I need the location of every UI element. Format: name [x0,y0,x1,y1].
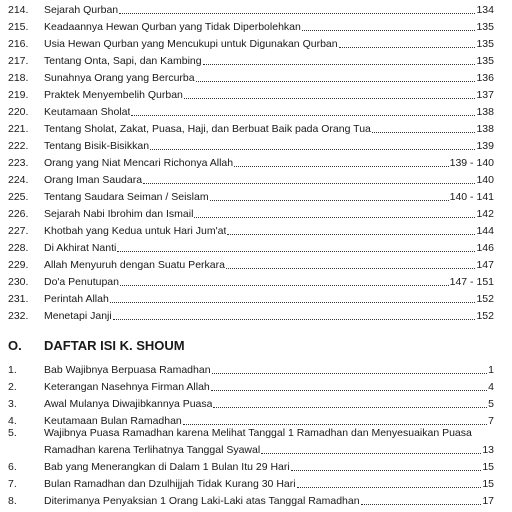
entry-number: 228. [8,242,29,254]
entry-page: 139 - 140 [449,157,494,169]
entry-number: 215. [8,21,29,33]
dot-leader [339,46,476,48]
entry-page: 1 [488,364,494,376]
section-title: DAFTAR ISI K. SHOUM [44,338,185,353]
entry-page: 135 [476,38,494,50]
dot-leader [210,199,449,201]
entry-number: 232. [8,310,29,322]
dot-leader [212,372,488,374]
toc-entry [8,170,494,187]
entry-page: 4 [488,381,494,393]
entry-title: Bulan Ramadhan dan Dzulhijjah Tidak Kurang 30 Hari [44,478,296,490]
entry-title: Keterangan Nasehnya Firman Allah [44,381,210,393]
dot-leader [227,233,475,235]
entry-page: 147 - 151 [449,276,494,288]
entry-page: 5 [488,398,494,410]
entry-title: Keutamaan Sholat [44,106,131,118]
entry-page: 139 [476,140,494,152]
entry-page: 138 [476,123,494,135]
entry-title: Tentang Sholat, Zakat, Puasa, Haji, dan Berbuat Baik pada Orang Tua [44,123,371,135]
entry-title: Praktek Menyembelih Qurban [44,89,183,101]
entry-number: 221. [8,123,29,135]
toc-entry [8,204,494,221]
toc-entry [8,187,494,204]
dot-leader [361,503,482,505]
toc-entry [8,0,494,17]
entry-number: 231. [8,293,29,305]
dot-leader [226,267,476,269]
entry-title: Khotbah yang Kedua untuk Hari Jum'at [44,225,227,237]
toc-entry [8,119,494,136]
entry-title: Orang Iman Saudara [44,174,143,186]
entry-title: Di Akhirat Nanti [44,242,117,254]
entry-number: 217. [8,55,29,67]
entry-title: Wajibnya Puasa Ramadhan karena Melihat Tanggal 1 Ramadhan dan Menyesuaikan Puasa [44,427,472,439]
section-entry [8,423,494,457]
entry-page: 147 [476,259,494,271]
dot-leader [372,131,476,133]
entry-number: 8. [8,495,17,507]
entry-page: 140 - 141 [449,191,494,203]
dot-leader [113,318,476,320]
entry-page: 136 [476,72,494,84]
dot-leader [194,216,475,218]
entry-number: 5. [8,427,17,439]
entry-page: 134 [476,4,494,16]
dot-leader [150,148,475,150]
toc-entry [8,153,494,170]
entry-title: Do'a Penutupan [44,276,119,288]
entry-title: Tentang Bisik-Bisikkan [44,140,150,152]
toc-entry [8,68,494,85]
entry-page: 137 [476,89,494,101]
entry-number: 218. [8,72,29,84]
entry-title: Sunahnya Orang yang Bercurba [44,72,195,84]
dot-leader [131,114,475,116]
entry-page: 140 [476,174,494,186]
section-entry [8,457,494,474]
dot-leader [234,165,449,167]
entry-title-continued: Ramadhan karena Terlihatnya Tanggal Syawal [44,444,261,456]
entry-number: 225. [8,191,29,203]
dot-leader [120,284,449,286]
entry-page: 152 [476,293,494,305]
dot-leader [261,452,481,454]
entry-page: 15 [482,461,494,473]
entry-page: 146 [476,242,494,254]
dot-leader [213,406,487,408]
dot-leader [119,12,475,14]
toc-entry [8,136,494,153]
dot-leader [184,97,476,99]
entry-number: 216. [8,38,29,50]
entry-title: Menetapi Janji [44,310,112,322]
toc-entry [8,85,494,102]
section-entry [8,377,494,394]
entry-title: Tentang Saudara Seiman / Seislam [44,191,209,203]
entry-title: Perintah Allah [44,293,109,305]
entry-page: 152 [476,310,494,322]
entry-title: Orang yang Niat Mencari Richonya Allah [44,157,234,169]
dot-leader [110,301,476,303]
entry-number: 222. [8,140,29,152]
section-heading [8,338,185,353]
entry-page: 144 [476,225,494,237]
entry-page: 135 [476,21,494,33]
entry-number: 214. [8,4,29,16]
section-entry [8,474,494,491]
toc-entry [8,102,494,119]
entry-page: 138 [476,106,494,118]
entry-number: 219. [8,89,29,101]
entry-title: Allah Menyuruh dengan Suatu Perkara [44,259,225,271]
entry-title: Bab Wajibnya Berpuasa Ramadhan [44,364,211,376]
entry-number: 223. [8,157,29,169]
dot-leader [297,486,482,488]
dot-leader [291,469,482,471]
entry-number: 6. [8,461,17,473]
entry-page: 142 [476,208,494,220]
entry-title: Bab yang Menerangkan di Dalam 1 Bulan Itu 29 Hari [44,461,290,473]
entry-number: 230. [8,276,29,288]
entry-number: 3. [8,398,17,410]
entry-number: 7. [8,478,17,490]
entry-number: 224. [8,174,29,186]
section-entry [8,491,494,508]
toc-entry [8,51,494,68]
dot-leader [117,250,475,252]
entry-number: 227. [8,225,29,237]
section-letter: O. [8,338,22,353]
toc-entry [8,221,494,238]
section-entry [8,360,494,377]
toc-entry [8,34,494,51]
entry-title: Usia Hewan Qurban yang Mencukupi untuk Digunakan Qurban [44,38,338,50]
entry-number: 220. [8,106,29,118]
toc-entry [8,289,494,306]
entry-title: Awal Mulanya Diwajibkannya Puasa [44,398,213,410]
entry-title: Keutamaan Bulan Ramadhan [44,415,182,427]
toc-entry [8,306,494,323]
toc-entry [8,255,494,272]
dot-leader [302,29,476,31]
entry-number: 2. [8,381,17,393]
entry-page: 135 [476,55,494,67]
toc-entry [8,272,494,289]
entry-title: Tentang Onta, Sapi, dan Kambing [44,55,202,67]
entry-page: 15 [482,478,494,490]
entry-title: Sejarah Nabi Ibrohim dan Ismail [44,208,194,220]
dot-leader [211,389,487,391]
entry-title: Sejarah Qurban [44,4,119,16]
entry-number: 1. [8,364,17,376]
dot-leader [196,80,476,82]
toc-entry [8,238,494,255]
dot-leader [143,182,475,184]
entry-page: 13 [482,444,494,456]
entry-page: 7 [488,415,494,427]
entry-number: 4. [8,415,17,427]
entry-page: 17 [482,495,494,507]
entry-number: 226. [8,208,29,220]
entry-number: 229. [8,259,29,271]
entry-title: Diterimanya Penyaksian 1 Orang Laki-Laki atas Tanggal Ramadhan [44,495,360,507]
toc-entry [8,17,494,34]
entry-title: Keadaannya Hewan Qurban yang Tidak Diperbolehkan [44,21,301,33]
dot-leader [203,63,476,65]
section-entry [8,394,494,411]
